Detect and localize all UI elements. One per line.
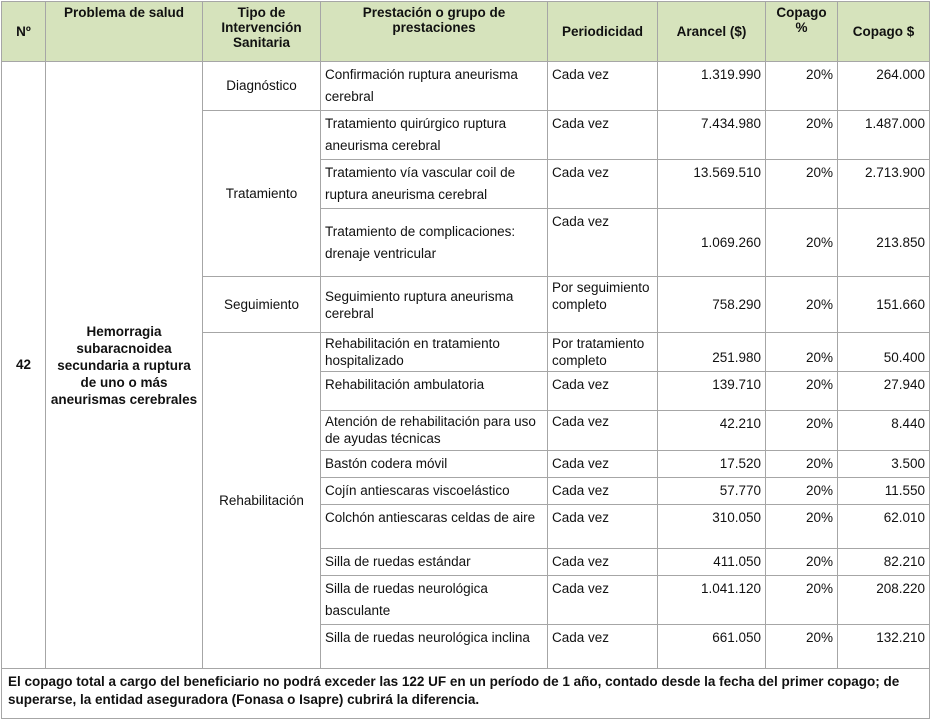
periodicidad-cell: Cada vez (548, 625, 658, 669)
prestacion-cell: Rehabilitación en tratamiento hospitalizado (321, 333, 548, 372)
copago-cell: 132.210 (838, 625, 930, 669)
periodicidad-cell: Cada vez (548, 505, 658, 549)
arancel-cell: 251.980 (658, 333, 766, 372)
arancel-cell: 758.290 (658, 277, 766, 333)
periodicidad-cell: Cada vez (548, 372, 658, 411)
periodicidad-cell: Cada vez (548, 478, 658, 505)
copago-cell: 82.210 (838, 549, 930, 576)
copago-table (1, 1, 930, 719)
copago-pct-cell: 20% (766, 411, 838, 451)
copago-pct-cell: 20% (766, 625, 838, 669)
copago-pct-cell: 20% (766, 209, 838, 277)
footer-note: El copago total a cargo del beneficiario no podrá exceder las 122 UF en un período de 1 año, contado desde la fecha del primer copago; de superarse, la entidad aseguradora (Fonasa o Isapre) cubrirá la diferencia. (2, 669, 930, 719)
header-n: Nº (2, 2, 46, 62)
prestacion-cell: Rehabilitación ambulatoria (321, 372, 548, 411)
copago-cell: 27.940 (838, 372, 930, 411)
prestacion-cell: Tratamiento vía vascular coil de ruptura aneurisma cerebral (321, 160, 548, 209)
copago-pct-cell: 20% (766, 451, 838, 478)
problem-name: Hemorragia subaracnoidea secundaria a ruptura de uno o más aneurismas cerebrales (46, 62, 203, 669)
copago-cell: 62.010 (838, 505, 930, 549)
header-arancel: Arancel ($) (658, 2, 766, 62)
copago-pct-cell: 20% (766, 505, 838, 549)
prestacion-cell: Confirmación ruptura aneurisma cerebral (321, 62, 548, 111)
copago-pct-cell: 20% (766, 160, 838, 209)
periodicidad-cell: Cada vez (548, 160, 658, 209)
arancel-cell: 1.069.260 (658, 209, 766, 277)
copago-cell: 208.220 (838, 576, 930, 625)
arancel-cell: 1.041.120 (658, 576, 766, 625)
copago-pct-cell: 20% (766, 372, 838, 411)
arancel-cell: 411.050 (658, 549, 766, 576)
prestacion-cell: Colchón antiescaras celdas de aire (321, 505, 548, 549)
copago-pct-cell: 20% (766, 549, 838, 576)
copago-cell: 2.713.900 (838, 160, 930, 209)
intervention-type: Seguimiento (203, 277, 321, 333)
arancel-cell: 139.710 (658, 372, 766, 411)
problem-number: 42 (2, 62, 46, 669)
periodicidad-cell: Cada vez (548, 451, 658, 478)
copago-cell: 8.440 (838, 411, 930, 451)
periodicidad-cell: Por tratamiento completo (548, 333, 658, 372)
periodicidad-cell: Cada vez (548, 111, 658, 160)
copago-pct-cell: 20% (766, 576, 838, 625)
periodicidad-cell: Cada vez (548, 576, 658, 625)
arancel-cell: 310.050 (658, 505, 766, 549)
arancel-cell: 661.050 (658, 625, 766, 669)
copago-cell: 213.850 (838, 209, 930, 277)
header-problema: Problema de salud (46, 2, 203, 62)
header-tipo: Tipo de Intervención Sanitaria (203, 2, 321, 62)
arancel-cell: 7.434.980 (658, 111, 766, 160)
prestacion-cell: Silla de ruedas neurológica inclina (321, 625, 548, 669)
copago-pct-cell: 20% (766, 111, 838, 160)
intervention-type: Tratamiento (203, 111, 321, 277)
arancel-cell: 57.770 (658, 478, 766, 505)
prestacion-cell: Tratamiento de complicaciones: drenaje ventricular (321, 209, 548, 277)
intervention-type: Diagnóstico (203, 62, 321, 111)
header-copago: Copago $ (838, 2, 930, 62)
copago-cell: 3.500 (838, 451, 930, 478)
prestacion-cell: Atención de rehabilitación para uso de ayudas técnicas (321, 411, 548, 451)
table-row (2, 62, 930, 111)
periodicidad-cell: Cada vez (548, 549, 658, 576)
arancel-cell: 1.319.990 (658, 62, 766, 111)
arancel-cell: 13.569.510 (658, 160, 766, 209)
periodicidad-cell: Cada vez (548, 209, 658, 277)
prestacion-cell: Silla de ruedas estándar (321, 549, 548, 576)
prestacion-cell: Bastón codera móvil (321, 451, 548, 478)
periodicidad-cell: Cada vez (548, 411, 658, 451)
prestacion-cell: Cojín antiescaras viscoelástico (321, 478, 548, 505)
copago-cell: 11.550 (838, 478, 930, 505)
prestacion-cell: Silla de ruedas neurológica basculante (321, 576, 548, 625)
copago-cell: 264.000 (838, 62, 930, 111)
header-prestacion: Prestación o grupo de prestaciones (321, 2, 548, 62)
header-copago-pct: Copago % (766, 2, 838, 62)
copago-cell: 1.487.000 (838, 111, 930, 160)
copago-pct-cell: 20% (766, 277, 838, 333)
periodicidad-cell: Cada vez (548, 62, 658, 111)
header-periodicidad: Periodicidad (548, 2, 658, 62)
copago-pct-cell: 20% (766, 333, 838, 372)
prestacion-cell: Seguimiento ruptura aneurisma cerebral (321, 277, 548, 333)
intervention-type: Rehabilitación (203, 333, 321, 669)
header-row (2, 2, 930, 62)
periodicidad-cell: Por seguimiento completo (548, 277, 658, 333)
arancel-cell: 42.210 (658, 411, 766, 451)
prestacion-cell: Tratamiento quirúrgico ruptura aneurisma cerebral (321, 111, 548, 160)
copago-pct-cell: 20% (766, 62, 838, 111)
arancel-cell: 17.520 (658, 451, 766, 478)
copago-cell: 151.660 (838, 277, 930, 333)
copago-cell: 50.400 (838, 333, 930, 372)
copago-pct-cell: 20% (766, 478, 838, 505)
